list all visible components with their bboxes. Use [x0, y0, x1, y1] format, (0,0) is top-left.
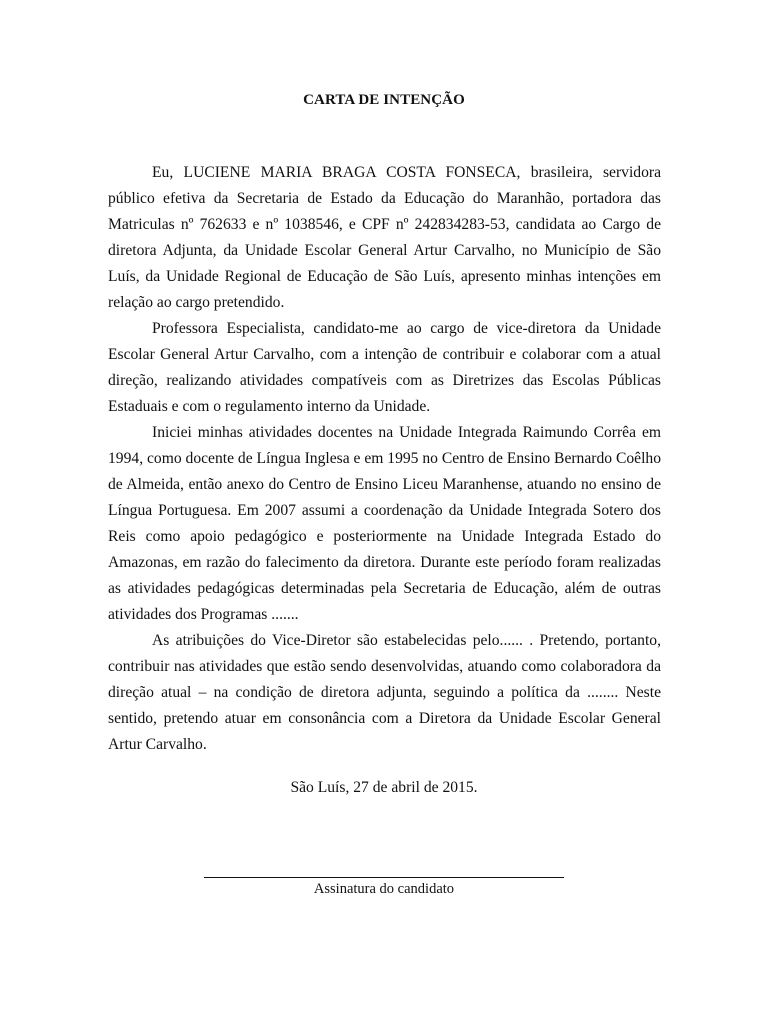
paragraph-candidacy: Professora Especialista, candidato-me ao cargo de vice-diretora da Unidade Escolar General Artur Carvalho, com a intenção de contribuir e colaborar com a atual direção, realizando atividades compatíveis com as Diretrizes das Escolas Públicas Estaduais e com o regulamento interno da Unidade. — [108, 320, 661, 415]
date-line: São Luís, 27 de abril de 2015. — [290, 779, 478, 796]
signature-label: Assinatura do candidato — [313, 881, 455, 897]
signature-line — [204, 877, 564, 878]
paragraph-introduction: Eu, LUCIENE MARIA BRAGA COSTA FONSECA, brasileira, servidora público efetiva da Secretaria de Estado da Educação do Maranhão, portadora das Matriculas nº 762633 e nº 1038546, e CPF nº 242834283-53, candidata ao Cargo de diretora Adjunta, da Unidade Escolar General Artur Carvalho, no Município de São Luís, da Unidade Regional de Educação de São Luís, apresento minhas intenções em relação ao cargo pretendido. — [108, 164, 661, 311]
document-title: CARTA DE INTENÇÃO — [303, 92, 465, 108]
letter-body — [108, 160, 661, 758]
paragraph-intentions: As atribuições do Vice-Diretor são estabelecidas pelo...... . Pretendo, portanto, contribuir nas atividades que estão sendo desenvolvidas, atuando como colaboradora da direção atual – na condição de diretora adjunta, seguindo a política da ........ Neste sentido, pretendo atuar em consonância com a Diretora da Unidade Escolar General Artur Carvalho. — [108, 632, 661, 753]
paragraph-experience: Iniciei minhas atividades docentes na Unidade Integrada Raimundo Corrêa em 1994, como docente de Língua Inglesa e em 1995 no Centro de Ensino Bernardo Coêlho de Almeida, então anexo do Centro de Ensino Liceu Maranhense, atuando no ensino de Língua Portuguesa. Em 2007 assumi a coordenação da Unidade Integrada Sotero dos Reis como apoio pedagógico e posteriormente na Unidade Integrada Estado do Amazonas, em razão do falecimento da diretora. Durante este período foram realizadas as atividades pedagógicas determinadas pela Secretaria de Educação, além de outras atividades dos Programas ....... — [108, 424, 662, 623]
